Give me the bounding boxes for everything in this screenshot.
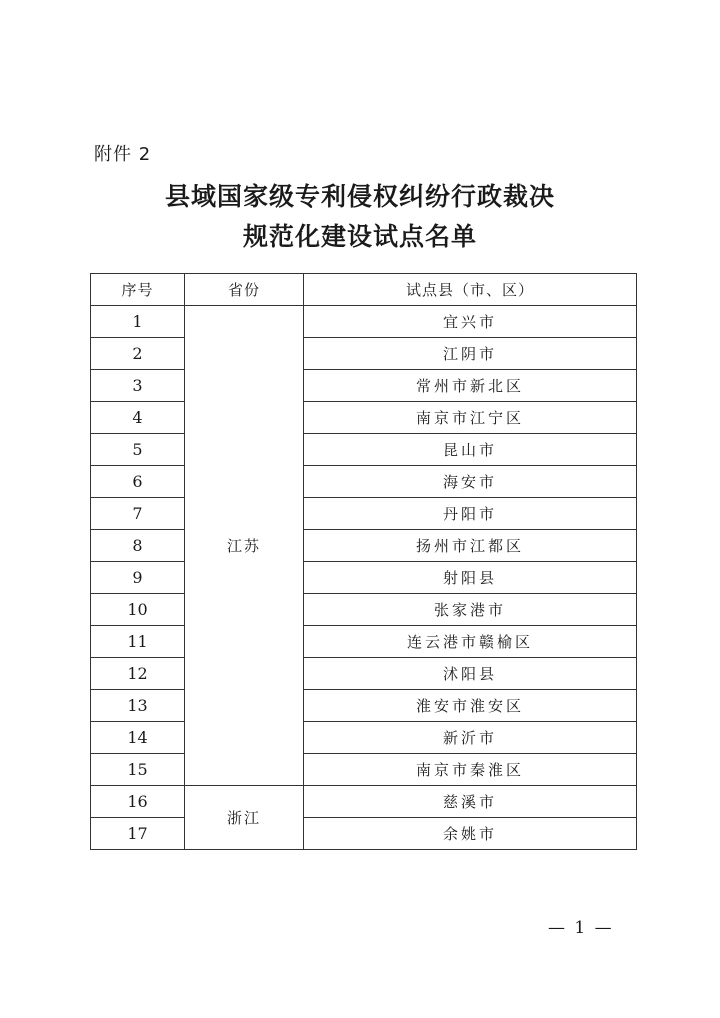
- province-cell: 浙江: [185, 786, 304, 850]
- pilot-county-cell: 张家港市: [304, 594, 637, 626]
- table-row: [91, 658, 637, 690]
- table-row: [91, 786, 637, 818]
- table-header-row: [91, 274, 637, 306]
- serial-number-cell: 9: [91, 562, 185, 594]
- pilot-county-cell: 南京市秦淮区: [304, 754, 637, 786]
- pilot-county-cell: 沭阳县: [304, 658, 637, 690]
- header-province: 省份: [185, 274, 304, 306]
- table-row: [91, 402, 637, 434]
- table-row: [91, 562, 637, 594]
- attachment-label: 附件 2: [94, 144, 152, 165]
- table-row: [91, 818, 637, 850]
- table-row: [91, 530, 637, 562]
- serial-number-cell: 4: [91, 402, 185, 434]
- serial-number-cell: 14: [91, 722, 185, 754]
- serial-number-cell: 15: [91, 754, 185, 786]
- pilot-county-cell: 宜兴市: [304, 306, 637, 338]
- pilot-county-cell: 新沂市: [304, 722, 637, 754]
- serial-number-cell: 5: [91, 434, 185, 466]
- serial-number-cell: 3: [91, 370, 185, 402]
- pilot-county-cell: 扬州市江都区: [304, 530, 637, 562]
- serial-number-cell: 7: [91, 498, 185, 530]
- pilot-county-cell: 常州市新北区: [304, 370, 637, 402]
- serial-number-cell: 16: [91, 786, 185, 818]
- table-row: [91, 754, 637, 786]
- pilot-county-cell: 淮安市淮安区: [304, 690, 637, 722]
- header-pilot-county: 试点县（市、区）: [304, 274, 637, 306]
- serial-number-cell: 17: [91, 818, 185, 850]
- table-row: [91, 690, 637, 722]
- pilot-county-cell: 慈溪市: [304, 786, 637, 818]
- header-serial-number: 序号: [91, 274, 185, 306]
- pilot-county-cell: 射阳县: [304, 562, 637, 594]
- serial-number-cell: 1: [91, 306, 185, 338]
- table-row: [91, 466, 637, 498]
- serial-number-cell: 2: [91, 338, 185, 370]
- table-row: [91, 434, 637, 466]
- table-row: [91, 370, 637, 402]
- page-number: — 1 —: [548, 918, 614, 938]
- serial-number-cell: 11: [91, 626, 185, 658]
- table-row: [91, 594, 637, 626]
- pilot-list-table: [90, 273, 637, 850]
- serial-number-cell: 12: [91, 658, 185, 690]
- table-row: [91, 722, 637, 754]
- pilot-county-cell: 丹阳市: [304, 498, 637, 530]
- province-cell: 江苏: [185, 306, 304, 786]
- pilot-county-cell: 昆山市: [304, 434, 637, 466]
- pilot-county-cell: 连云港市赣榆区: [304, 626, 637, 658]
- serial-number-cell: 6: [91, 466, 185, 498]
- document-title-line-1: 县域国家级专利侵权纠纷行政裁决: [164, 182, 555, 211]
- serial-number-cell: 10: [91, 594, 185, 626]
- pilot-county-cell: 海安市: [304, 466, 637, 498]
- pilot-county-cell: 南京市江宁区: [304, 402, 637, 434]
- table-row: [91, 338, 637, 370]
- serial-number-cell: 13: [91, 690, 185, 722]
- pilot-county-cell: 余姚市: [304, 818, 637, 850]
- table-row: [91, 498, 637, 530]
- table-body: [91, 306, 637, 850]
- document-title-line-2: 规范化建设试点名单: [242, 222, 477, 251]
- serial-number-cell: 8: [91, 530, 185, 562]
- table-row: [91, 306, 637, 338]
- pilot-county-cell: 江阴市: [304, 338, 637, 370]
- table-row: [91, 626, 637, 658]
